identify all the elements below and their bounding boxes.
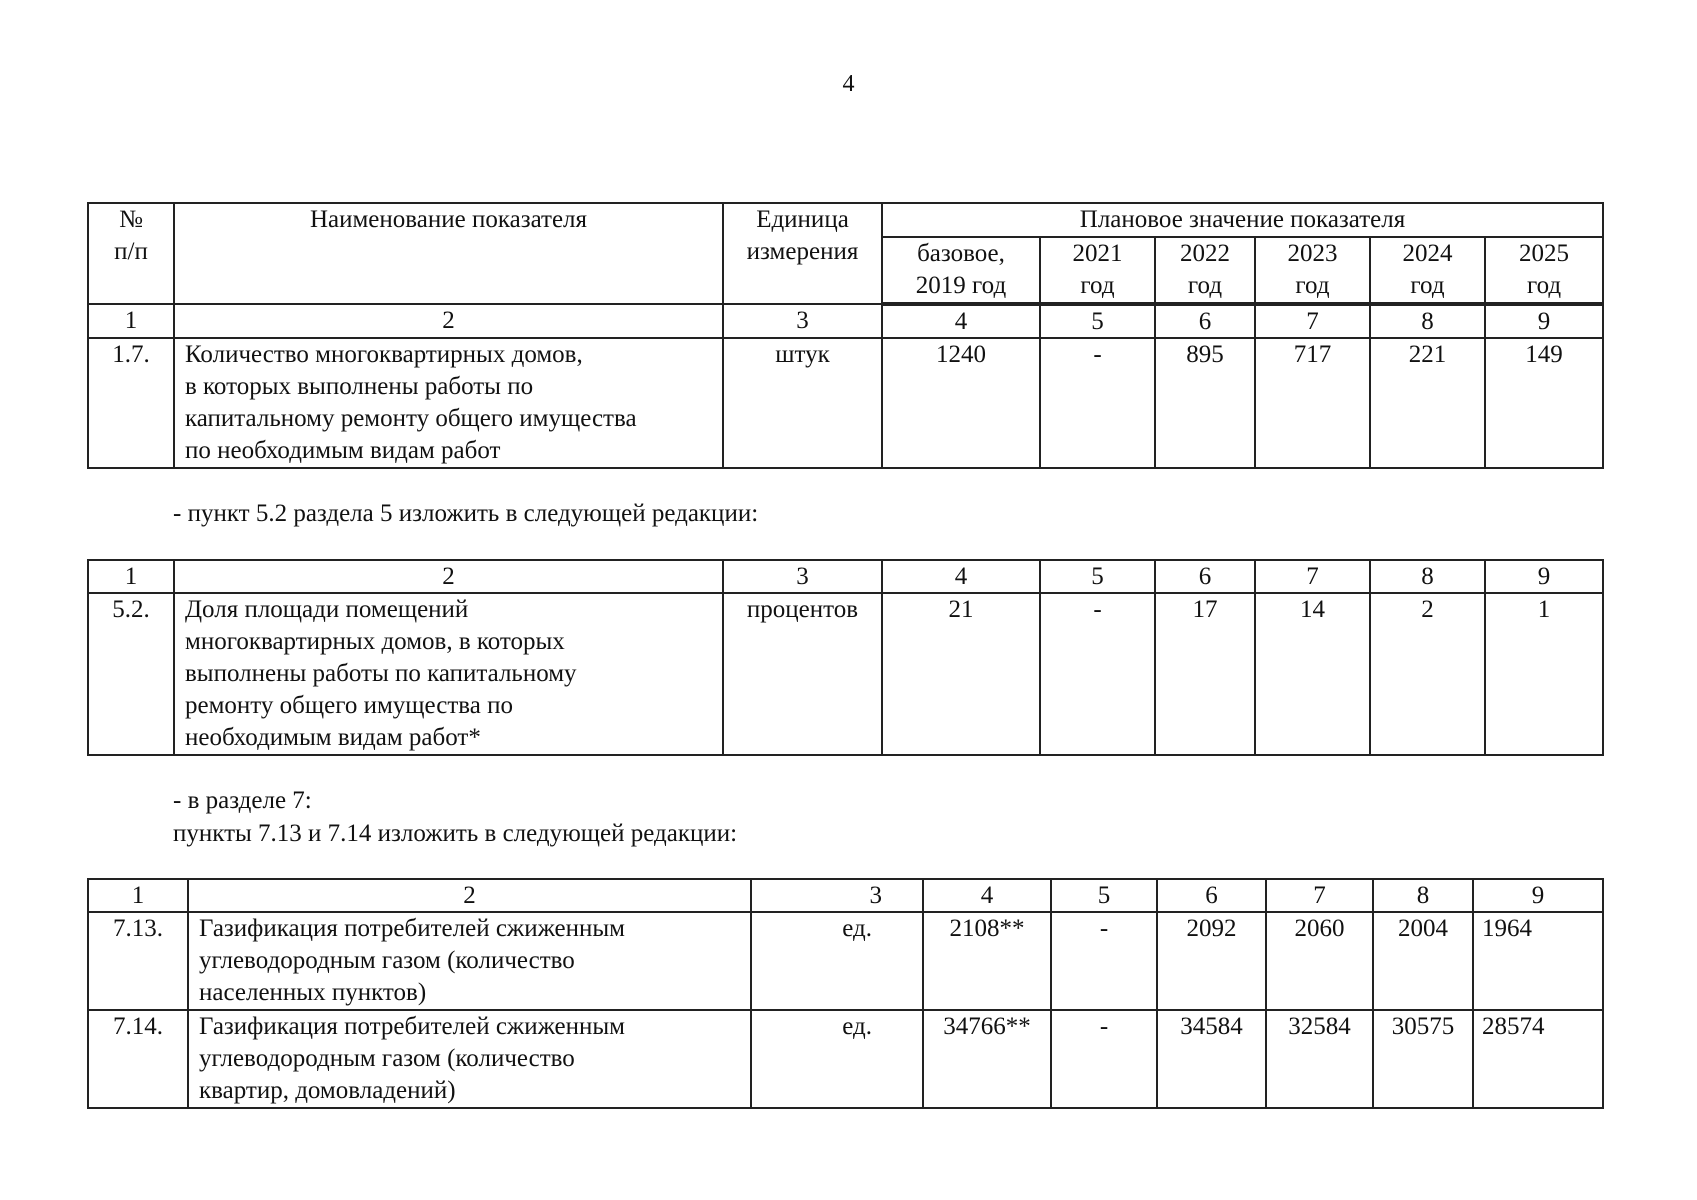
index-cell: 3 — [723, 560, 882, 593]
index-cell: 4 — [882, 304, 1040, 338]
row-value: 28574 — [1473, 1010, 1603, 1108]
table-row — [88, 1010, 1603, 1108]
index-row — [88, 879, 1603, 912]
table-row — [88, 593, 1603, 755]
paragraph-section-5: - пункт 5.2 раздела 5 изложить в следующей редакции: — [173, 500, 759, 527]
row-name: Доля площади помещений многоквартирных домов, в которых выполнены работы по капитальному ремонту общего имущества по необходимым видам работ* — [174, 593, 723, 755]
paragraph-section-7: - в разделе 7: — [173, 787, 312, 814]
row-unit: ед. — [751, 1010, 923, 1108]
row-name: Газификация потребителей сжиженным углеводородным газом (количество квартир, домовладений) — [188, 1010, 751, 1108]
header-year-2021: 2021 год — [1040, 237, 1155, 304]
row-num: 7.14. — [88, 1010, 188, 1108]
row-num: 7.13. — [88, 912, 188, 1010]
row-value: 1240 — [882, 338, 1040, 468]
index-cell: 8 — [1370, 304, 1485, 338]
row-value: 895 — [1155, 338, 1255, 468]
index-cell: 3 — [723, 304, 882, 338]
row-value: 34584 — [1157, 1010, 1266, 1108]
row-value: 2092 — [1157, 912, 1266, 1010]
index-cell: 9 — [1485, 560, 1603, 593]
header-num: № п/п — [88, 203, 174, 304]
row-num: 5.2. — [88, 593, 174, 755]
index-cell: 9 — [1473, 879, 1603, 912]
indicator-table-1 — [87, 202, 1604, 469]
row-value: - — [1040, 593, 1155, 755]
index-cell: 5 — [1040, 560, 1155, 593]
index-row — [88, 304, 1603, 338]
header-unit: Единица измерения — [723, 203, 882, 304]
indicator-table-3 — [87, 878, 1604, 1109]
header-plan: Плановое значение показателя — [882, 203, 1603, 237]
row-value: 2 — [1370, 593, 1485, 755]
index-cell: 8 — [1370, 560, 1485, 593]
table-row — [88, 912, 1603, 1010]
row-value: 21 — [882, 593, 1040, 755]
row-value: 717 — [1255, 338, 1370, 468]
index-cell: 6 — [1157, 879, 1266, 912]
index-cell: 4 — [923, 879, 1051, 912]
row-num: 1.7. — [88, 338, 174, 468]
header-year-2025: 2025 год — [1485, 237, 1603, 304]
index-cell: 5 — [1051, 879, 1157, 912]
header-year-base: базовое, 2019 год — [882, 237, 1040, 304]
row-value: - — [1051, 912, 1157, 1010]
row-value: 2060 — [1266, 912, 1373, 1010]
paragraph-items-7-13-7-14: пункты 7.13 и 7.14 изложить в следующей редакции: — [173, 820, 738, 847]
row-value: 32584 — [1266, 1010, 1373, 1108]
index-cell: 9 — [1485, 304, 1603, 338]
index-cell: 1 — [88, 304, 174, 338]
row-name: Газификация потребителей сжиженным углеводородным газом (количество населенных пунктов) — [188, 912, 751, 1010]
index-cell: 7 — [1266, 879, 1373, 912]
header-year-2022: 2022 год — [1155, 237, 1255, 304]
header-year-2024: 2024 год — [1370, 237, 1485, 304]
index-row — [88, 560, 1603, 593]
header-year-2023: 2023 год — [1255, 237, 1370, 304]
index-cell: 1 — [88, 560, 174, 593]
row-unit: ед. — [751, 912, 923, 1010]
page-number: 4 — [842, 71, 855, 97]
index-cell: 4 — [882, 560, 1040, 593]
indicator-table-2 — [87, 559, 1604, 756]
row-value: 34766** — [923, 1010, 1051, 1108]
row-value: 14 — [1255, 593, 1370, 755]
row-value: 17 — [1155, 593, 1255, 755]
row-value: - — [1040, 338, 1155, 468]
table-row — [88, 338, 1603, 468]
row-name: Количество многоквартирных домов, в которых выполнены работы по капитальному ремонту общего имущества по необходимым видам работ — [174, 338, 723, 468]
index-cell: 7 — [1255, 560, 1370, 593]
index-cell: 6 — [1155, 304, 1255, 338]
index-cell: 3 — [751, 879, 923, 912]
index-cell: 2 — [174, 560, 723, 593]
index-cell: 1 — [88, 879, 188, 912]
row-unit: штук — [723, 338, 882, 468]
row-value: - — [1051, 1010, 1157, 1108]
row-value: 221 — [1370, 338, 1485, 468]
header-row-1 — [88, 203, 1603, 237]
row-value: 1964 — [1473, 912, 1603, 1010]
row-value: 2108** — [923, 912, 1051, 1010]
row-value: 30575 — [1373, 1010, 1473, 1108]
row-unit: процентов — [723, 593, 882, 755]
row-value: 149 — [1485, 338, 1603, 468]
row-value: 1 — [1485, 593, 1603, 755]
index-cell: 2 — [174, 304, 723, 338]
index-cell: 6 — [1155, 560, 1255, 593]
index-cell: 8 — [1373, 879, 1473, 912]
index-cell: 2 — [188, 879, 751, 912]
index-cell: 5 — [1040, 304, 1155, 338]
row-value: 2004 — [1373, 912, 1473, 1010]
index-cell: 7 — [1255, 304, 1370, 338]
header-name: Наименование показателя — [174, 203, 723, 304]
